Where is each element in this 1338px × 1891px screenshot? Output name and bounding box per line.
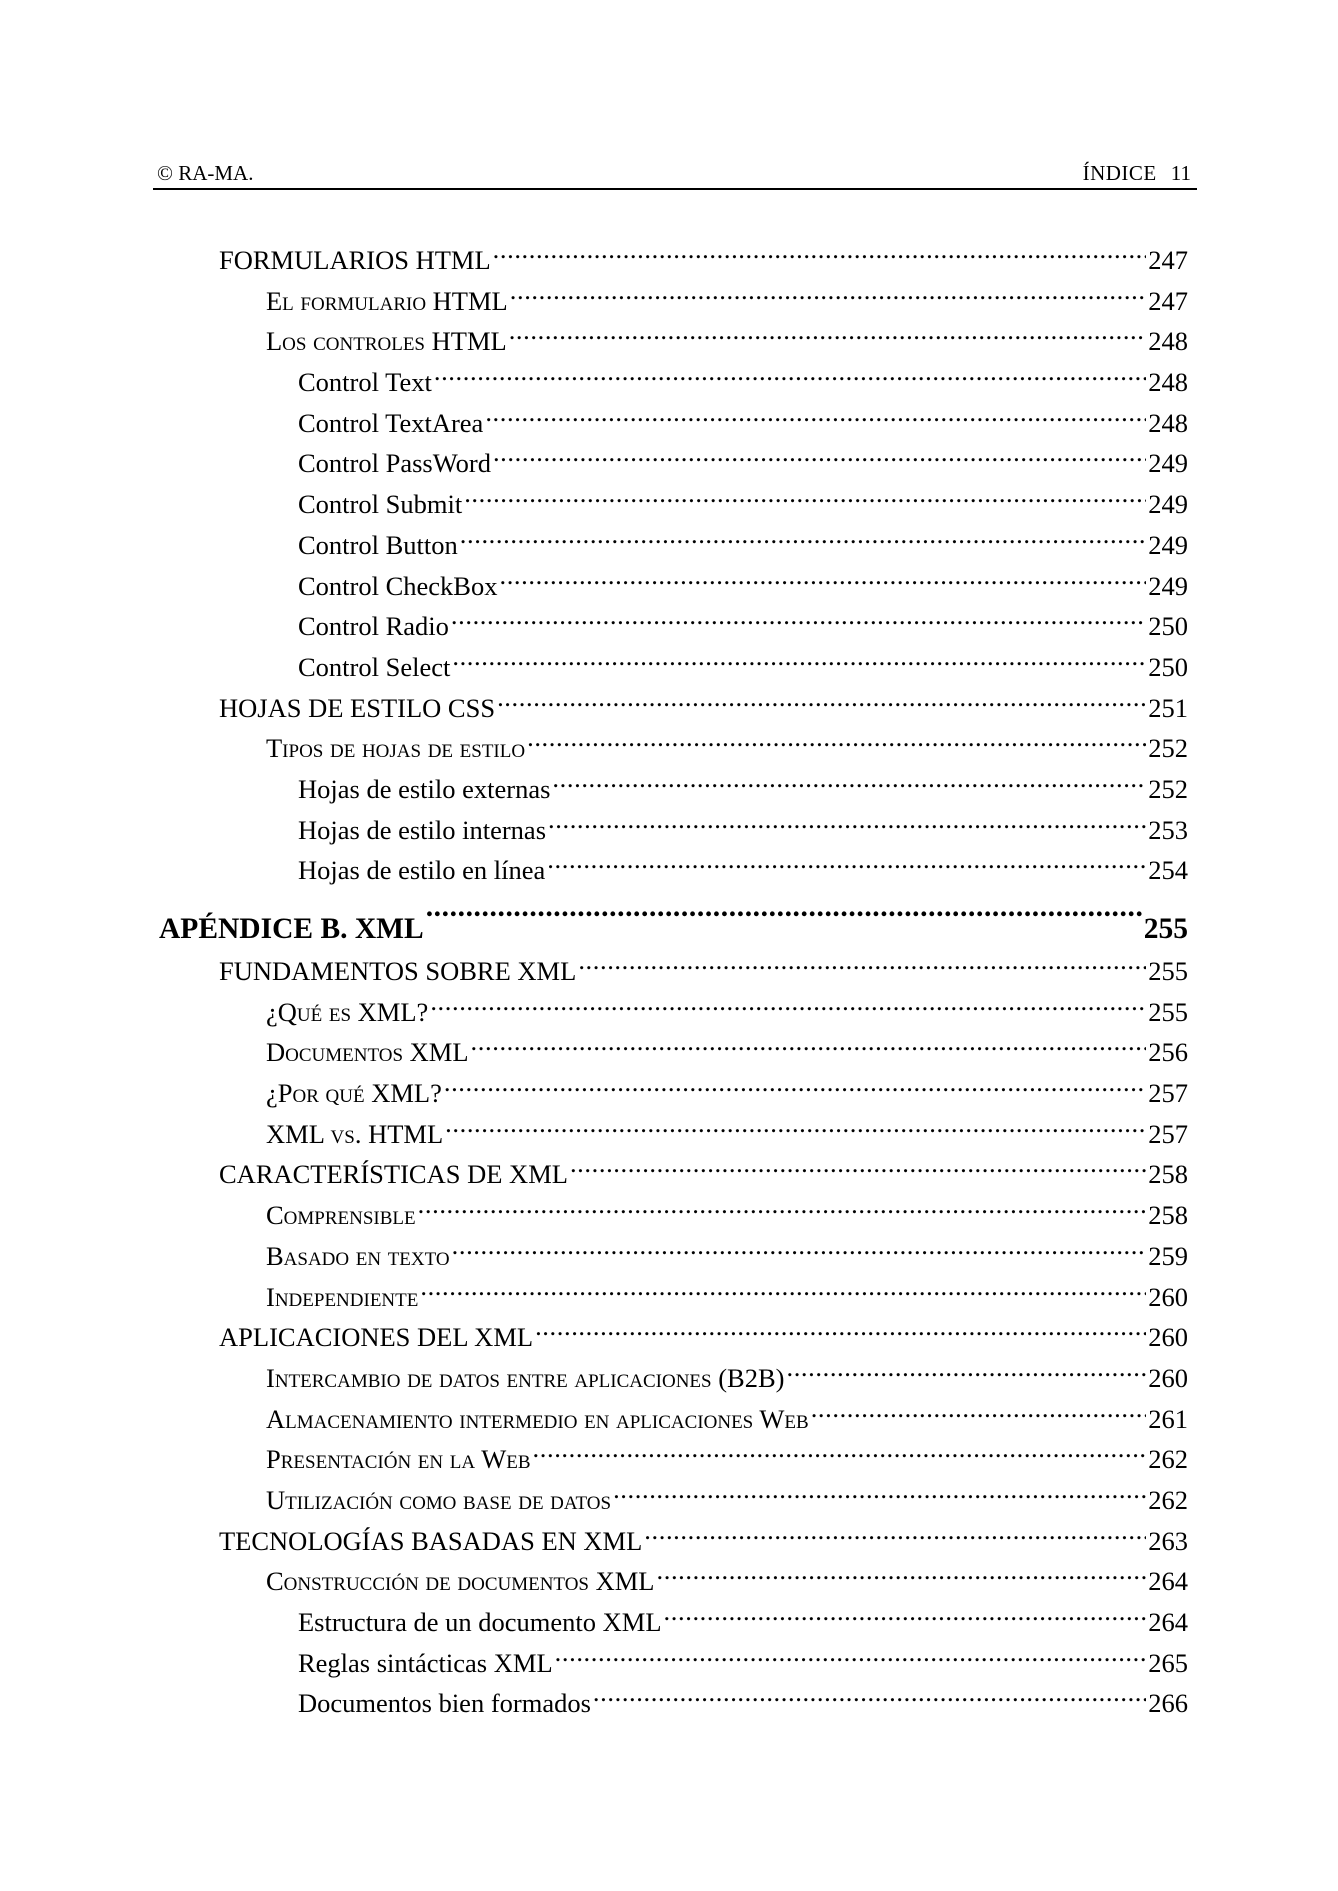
dot-leader: [434, 361, 1146, 391]
dot-leader: [644, 1520, 1146, 1550]
toc-entry-page: 252: [1148, 733, 1188, 764]
dot-leader: [547, 849, 1146, 879]
toc-entry-title: ¿Qué es XML?: [266, 996, 429, 1027]
page-number: 11: [1170, 161, 1191, 185]
toc-entry-title: Control Text: [298, 367, 432, 398]
toc-entry-page: 254: [1148, 855, 1188, 886]
toc-entry[interactable]: [298, 361, 1188, 402]
dot-leader: [460, 524, 1146, 554]
toc-entry-page: 255: [1148, 996, 1188, 1027]
dot-leader: [444, 1072, 1146, 1102]
toc-entry[interactable]: [266, 1113, 1188, 1154]
toc-entry-title: APÉNDICE B. XML: [159, 913, 424, 945]
dot-leader: [552, 768, 1146, 798]
dot-leader: [535, 1316, 1146, 1346]
toc-entry-title: Independiente: [266, 1281, 419, 1312]
toc-entry[interactable]: [219, 1153, 1188, 1194]
toc-entry-title: XML vs. HTML: [266, 1118, 444, 1149]
toc-entry-page: 262: [1148, 1484, 1188, 1515]
toc-entry-page: 248: [1148, 326, 1188, 357]
dot-leader: [430, 991, 1146, 1021]
toc-entry-page: 255: [1143, 913, 1188, 945]
toc-entry-title: Hojas de estilo en línea: [298, 855, 546, 886]
toc-entry[interactable]: [219, 1520, 1188, 1561]
toc-entry[interactable]: [266, 1072, 1188, 1113]
toc-entry-title: Control Select: [298, 651, 451, 682]
dot-leader: [533, 1438, 1147, 1468]
toc-entry[interactable]: [266, 1031, 1188, 1072]
toc-entry-title: Los controles HTML: [266, 326, 507, 357]
toc-entry[interactable]: [266, 1560, 1188, 1601]
dot-leader: [452, 646, 1146, 676]
toc-entry[interactable]: [266, 991, 1188, 1032]
toc-entry-title: Hojas de estilo internas: [298, 814, 547, 845]
toc-entry-page: 258: [1148, 1159, 1188, 1190]
dot-leader: [493, 442, 1146, 472]
dot-leader: [510, 280, 1147, 310]
toc-entry-title: Tipos de hojas de estilo: [266, 733, 526, 764]
publisher-copyright: © RA-MA.: [157, 161, 254, 185]
table-of-contents: [0, 239, 1338, 1723]
running-header: [153, 158, 1197, 190]
toc-entry-title: Documentos XML: [266, 1037, 469, 1068]
toc-entry-title: Control Radio: [298, 611, 449, 642]
toc-entry-title: Estructura de un documento XML: [298, 1607, 662, 1637]
toc-entry[interactable]: [219, 1316, 1188, 1357]
toc-entry-title: FORMULARIOS HTML: [219, 245, 491, 275]
toc-entry[interactable]: [266, 1479, 1188, 1520]
dot-leader: [452, 1235, 1147, 1265]
toc-entry[interactable]: [298, 1601, 1188, 1642]
toc-entry-title: Utilización como base de datos: [266, 1484, 612, 1515]
dot-leader: [664, 1601, 1147, 1631]
toc-entry-page: 256: [1148, 1037, 1188, 1068]
dot-leader: [555, 1642, 1147, 1672]
toc-entry-title: Control PassWord: [298, 448, 491, 479]
toc-entry[interactable]: [266, 1235, 1188, 1276]
dot-leader: [570, 1153, 1146, 1183]
toc-entry-page: 251: [1148, 692, 1188, 723]
toc-entry-page: 261: [1148, 1403, 1188, 1434]
toc-entry-page: 263: [1148, 1525, 1188, 1556]
toc-entry[interactable]: [298, 605, 1188, 646]
toc-entry[interactable]: [298, 809, 1188, 850]
toc-entry-page: 249: [1148, 529, 1188, 560]
toc-entry-page: 257: [1148, 1118, 1188, 1149]
toc-entry-page: 264: [1148, 1566, 1188, 1597]
toc-entry-page: 255: [1148, 956, 1188, 986]
toc-entry-title: FUNDAMENTOS SOBRE XML: [219, 956, 577, 986]
toc-entry-title: Intercambio de datos entre aplicaciones (B2B): [266, 1362, 785, 1393]
toc-entry-page: 259: [1148, 1240, 1188, 1271]
toc-entry-title: TECNOLOGÍAS BASADAS EN XML: [219, 1525, 643, 1556]
toc-entry-page: 262: [1148, 1444, 1188, 1475]
dot-leader: [548, 809, 1146, 839]
toc-entry[interactable]: [298, 1682, 1188, 1723]
dot-leader: [445, 1113, 1146, 1143]
toc-entry-title: Almacenamiento intermedio en aplicaciones Web: [266, 1403, 809, 1434]
toc-entry[interactable]: [298, 849, 1188, 890]
toc-entry-title: Reglas sintácticas XML: [298, 1647, 553, 1678]
toc-entry-page: 250: [1148, 611, 1188, 642]
toc-entry-page: 264: [1148, 1607, 1188, 1637]
toc-entry-page: 260: [1148, 1281, 1188, 1312]
toc-entry-page: 257: [1148, 1078, 1188, 1109]
dot-leader: [811, 1398, 1147, 1428]
toc-entry[interactable]: [266, 1398, 1188, 1439]
toc-entry[interactable]: [266, 320, 1188, 361]
toc-entry-title: Comprensible: [266, 1200, 416, 1231]
dot-leader: [497, 687, 1146, 717]
dot-leader: [471, 1031, 1147, 1061]
toc-entry[interactable]: [219, 950, 1188, 991]
dot-leader: [509, 320, 1147, 350]
dot-leader: [786, 1357, 1146, 1387]
section-title: ÍNDICE: [1082, 161, 1157, 185]
toc-entry[interactable]: [298, 646, 1188, 687]
toc-entry[interactable]: [266, 727, 1188, 768]
toc-entry-page: 252: [1148, 773, 1188, 804]
dot-leader: [420, 1276, 1146, 1306]
dot-leader: [418, 1194, 1147, 1224]
toc-entry-page: 250: [1148, 651, 1188, 682]
toc-entry-title: Control Submit: [298, 489, 463, 520]
toc-entry[interactable]: [298, 768, 1188, 809]
toc-entry[interactable]: [266, 280, 1188, 321]
toc-entry-page: 249: [1148, 448, 1188, 479]
toc-entry-page: 258: [1148, 1200, 1188, 1231]
toc-entry-page: 248: [1148, 407, 1188, 438]
toc-entry-title: APLICACIONES DEL XML: [219, 1322, 534, 1353]
toc-entry-title: Presentación en la Web: [266, 1444, 531, 1475]
toc-entry-title: Control Button: [298, 529, 458, 560]
dot-leader: [527, 727, 1146, 757]
toc-entry-page: 253: [1148, 814, 1188, 845]
toc-entry[interactable]: [266, 1194, 1188, 1235]
toc-entry-page: 249: [1148, 570, 1188, 601]
toc-entry-page: 260: [1148, 1322, 1188, 1353]
toc-entry-title: Basado en texto: [266, 1240, 450, 1271]
dot-leader: [451, 605, 1146, 635]
toc-entry-page: 266: [1148, 1688, 1188, 1719]
toc-entry-page: 247: [1148, 245, 1188, 275]
toc-entry-page: 260: [1148, 1362, 1188, 1393]
dot-leader: [499, 565, 1146, 595]
toc-entry-title: Documentos bien formados: [298, 1688, 591, 1719]
toc-entry[interactable]: [298, 402, 1188, 443]
toc-entry-page: 248: [1148, 367, 1188, 398]
dot-leader: [613, 1479, 1146, 1509]
toc-entry[interactable]: [298, 1642, 1188, 1683]
dot-leader: [593, 1682, 1146, 1712]
toc-entry-title: ¿Por qué XML?: [266, 1078, 442, 1109]
toc-entry-title: CARACTERÍSTICAS DE XML: [219, 1159, 568, 1190]
dot-leader: [657, 1560, 1147, 1590]
toc-entry[interactable]: [219, 239, 1188, 280]
toc-entry[interactable]: [266, 1357, 1188, 1398]
toc-entry[interactable]: [298, 524, 1188, 565]
dot-leader: [464, 483, 1146, 513]
dot-leader: [578, 950, 1146, 980]
toc-entry[interactable]: [298, 483, 1188, 524]
toc-entry[interactable]: [298, 442, 1188, 483]
toc-entry-title: El formulario HTML: [266, 285, 508, 316]
toc-entry-page: 249: [1148, 489, 1188, 520]
section-and-page: [1083, 161, 1191, 185]
toc-entry[interactable]: [219, 687, 1188, 728]
toc-entry[interactable]: [298, 565, 1188, 606]
toc-entry-title: HOJAS DE ESTILO CSS: [219, 692, 496, 723]
toc-entry-title: Control TextArea: [298, 407, 484, 438]
dot-leader: [493, 239, 1147, 269]
dot-leader: [485, 402, 1146, 432]
toc-entry[interactable]: [266, 1276, 1188, 1317]
toc-entry-page: 247: [1148, 285, 1188, 316]
toc-entry-title: Hojas de estilo externas: [298, 773, 551, 804]
toc-entry-title: Construcción de documentos XML: [266, 1566, 655, 1597]
toc-entry-title: Control CheckBox: [298, 570, 498, 601]
toc-entry[interactable]: [266, 1438, 1188, 1479]
toc-entry-page: 265: [1148, 1647, 1188, 1678]
dot-leader: [426, 894, 1142, 938]
toc-entry[interactable]: [159, 894, 1188, 950]
